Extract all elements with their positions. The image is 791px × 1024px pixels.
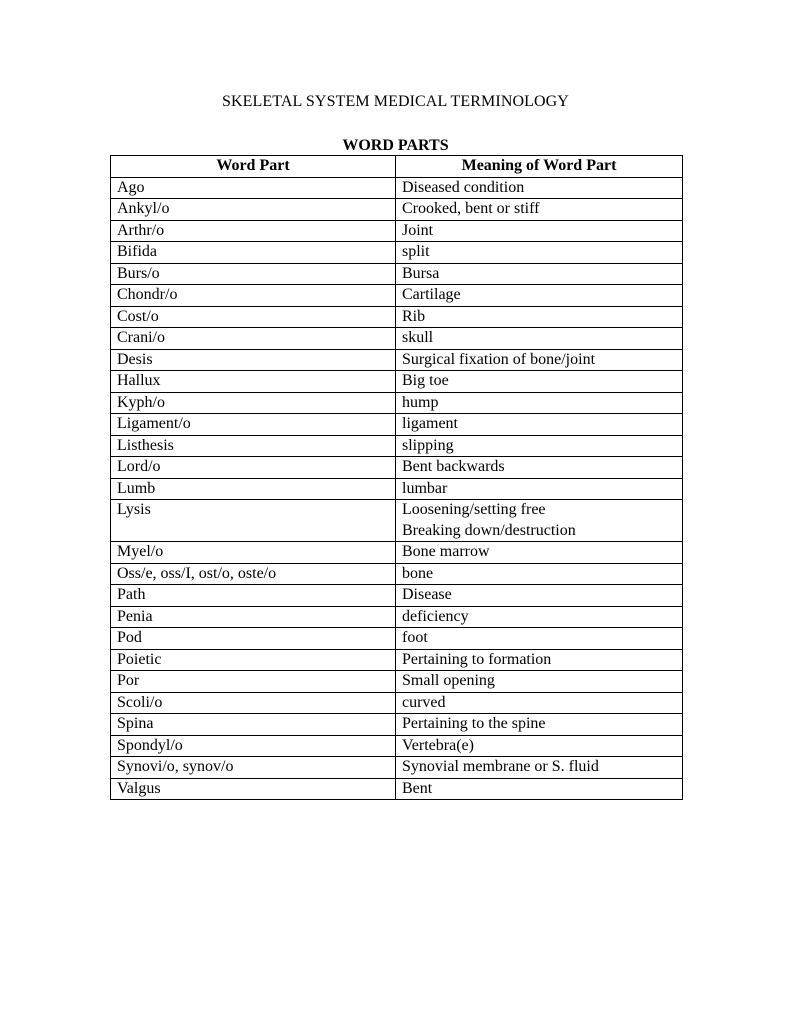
word-part-cell: Bifida — [111, 242, 396, 264]
table-row — [111, 220, 683, 242]
meaning-cell — [396, 328, 683, 350]
word-part-cell: Chondr/o — [111, 285, 396, 307]
meaning-text: Disease — [402, 586, 452, 603]
meaning-cell — [396, 563, 683, 585]
word-part-cell: Ankyl/o — [111, 199, 396, 221]
word-part-cell: Oss/e, oss/I, ost/o, oste/o — [111, 563, 396, 585]
meaning-text: Bone marrow — [402, 543, 490, 560]
word-part-cell: Por — [111, 671, 396, 693]
meaning-cell — [396, 735, 683, 757]
word-part-cell: Lumb — [111, 478, 396, 500]
meaning-text: foot — [402, 629, 428, 646]
meaning-cell — [396, 692, 683, 714]
table-row — [111, 649, 683, 671]
meaning-text: lumbar — [402, 479, 448, 497]
meaning-text: Diseased condition — [402, 178, 525, 196]
meaning-cell — [396, 371, 683, 393]
word-part-cell: Spina — [111, 714, 396, 736]
table-row — [111, 778, 683, 800]
table-row — [111, 628, 683, 650]
table-row — [111, 177, 683, 199]
word-part-cell: Crani/o — [111, 328, 396, 350]
meaning-text: Loosening/setting free — [402, 501, 546, 518]
word-part-cell: Ago — [111, 177, 396, 199]
meaning-cell — [396, 435, 683, 457]
table-row — [111, 349, 683, 371]
word-part-cell: Valgus — [111, 778, 396, 800]
word-part-cell: Myel/o — [111, 542, 396, 564]
table-row — [111, 414, 683, 436]
meaning-text: Cartilage — [402, 286, 461, 303]
table-row — [111, 457, 683, 479]
meaning-cell — [396, 414, 683, 436]
word-part-cell: Cost/o — [111, 306, 396, 328]
table-row — [111, 606, 683, 628]
table-row — [111, 328, 683, 350]
table-row — [111, 500, 683, 542]
meaning-text: slipping — [402, 436, 454, 454]
meaning-text: split — [402, 243, 430, 260]
word-part-cell: Penia — [111, 606, 396, 628]
meaning-cell — [396, 585, 683, 607]
meaning-text: Synovial membrane or S. fluid — [402, 758, 599, 775]
meaning-text: Pertaining to the spine — [402, 715, 546, 732]
table-header-row — [111, 156, 683, 178]
meaning-text: deficiency — [402, 607, 469, 625]
meaning-cell — [396, 349, 683, 371]
table-row — [111, 306, 683, 328]
meaning-cell — [396, 714, 683, 736]
table-row — [111, 392, 683, 414]
word-part-cell: Hallux — [111, 371, 396, 393]
word-part-cell: Path — [111, 585, 396, 607]
meaning-cell — [396, 778, 683, 800]
meaning-text: Small opening — [402, 672, 495, 689]
meaning-cell — [396, 606, 683, 628]
meaning-text: skull — [402, 329, 434, 346]
table-row — [111, 585, 683, 607]
word-part-cell: Synovi/o, synov/o — [111, 757, 396, 779]
meaning-cell — [396, 285, 683, 307]
table-row — [111, 542, 683, 564]
meaning-cell — [396, 457, 683, 479]
table-row — [111, 671, 683, 693]
word-part-cell: Lysis — [111, 500, 396, 542]
word-part-cell: Spondyl/o — [111, 735, 396, 757]
word-part-cell: Scoli/o — [111, 692, 396, 714]
word-part-cell: Arthr/o — [111, 220, 396, 242]
meaning-cell — [396, 542, 683, 564]
table-row — [111, 563, 683, 585]
meaning-text: Surgical fixation of bone/joint — [402, 350, 596, 368]
word-part-cell: Ligament/o — [111, 414, 396, 436]
meaning-text: Crooked, bent or stiff — [402, 200, 540, 217]
table-row — [111, 263, 683, 285]
meaning-cell — [396, 306, 683, 328]
meaning-text: bone — [402, 564, 434, 582]
meaning-text: Bursa — [402, 264, 440, 282]
meaning-text: Vertebra(e) — [402, 736, 474, 754]
word-part-cell: Poietic — [111, 649, 396, 671]
word-part-cell: Desis — [111, 349, 396, 371]
column-header-word-part: Word Part — [111, 156, 396, 178]
meaning-cell — [396, 628, 683, 650]
table-row — [111, 242, 683, 264]
column-header-meaning: Meaning of Word Part — [396, 156, 683, 178]
meaning-text: Pertaining to formation — [402, 650, 552, 668]
word-parts-table — [110, 155, 683, 800]
meaning-cell — [396, 478, 683, 500]
word-part-cell: Burs/o — [111, 263, 396, 285]
meaning-cell — [396, 177, 683, 199]
page-title: SKELETAL SYSTEM MEDICAL TERMINOLOGY — [222, 93, 569, 110]
table-row — [111, 692, 683, 714]
table-row — [111, 199, 683, 221]
table-row — [111, 435, 683, 457]
meaning-cell — [396, 671, 683, 693]
meaning-cell — [396, 757, 683, 779]
meaning-text: Joint — [402, 221, 434, 239]
word-part-cell: Pod — [111, 628, 396, 650]
meaning-text: Breaking down/destruction — [402, 521, 576, 539]
meaning-cell — [396, 500, 683, 542]
meaning-cell — [396, 263, 683, 285]
meaning-text: ligament — [402, 415, 458, 432]
meaning-text: Bent — [402, 779, 433, 797]
meaning-cell — [396, 392, 683, 414]
meaning-text: Bent backwards — [402, 458, 505, 475]
meaning-text: curved — [402, 693, 446, 711]
table-row — [111, 757, 683, 779]
meaning-cell — [396, 220, 683, 242]
table-row — [111, 735, 683, 757]
table-row — [111, 371, 683, 393]
meaning-cell — [396, 199, 683, 221]
meaning-text: Rib — [402, 307, 426, 325]
table-body — [111, 177, 683, 800]
word-part-cell: Lord/o — [111, 457, 396, 479]
meaning-cell — [396, 242, 683, 264]
word-part-cell: Kyph/o — [111, 392, 396, 414]
meaning-cell — [396, 649, 683, 671]
table-row — [111, 714, 683, 736]
table-row — [111, 285, 683, 307]
table-row — [111, 478, 683, 500]
word-part-cell: Listhesis — [111, 435, 396, 457]
meaning-text: hump — [402, 393, 439, 411]
section-title: WORD PARTS — [342, 137, 449, 154]
meaning-text: Big toe — [402, 372, 449, 389]
